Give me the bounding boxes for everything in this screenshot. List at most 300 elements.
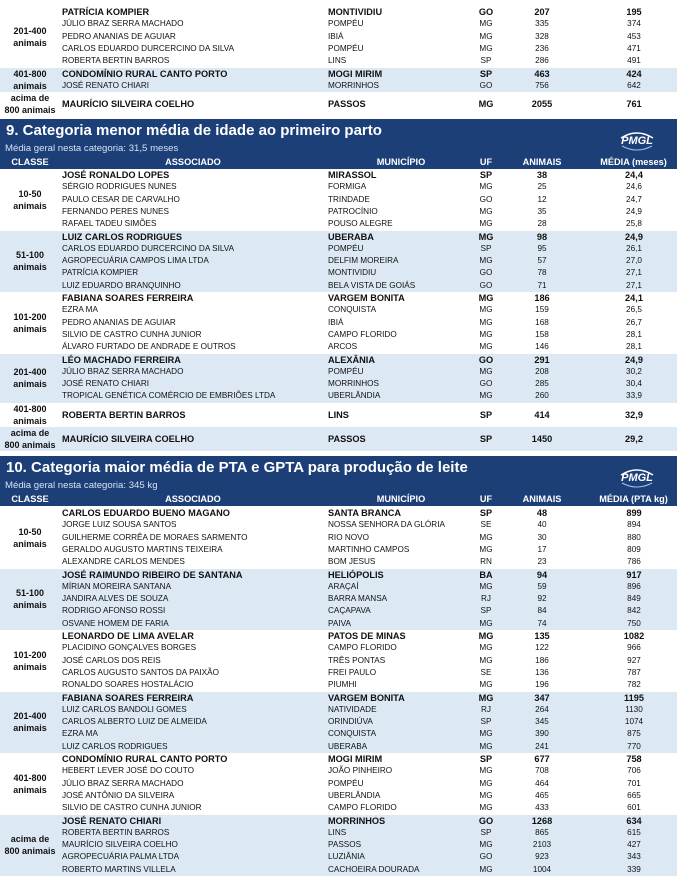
media-cell: 24,9: [625, 231, 643, 242]
animais-cell: 92: [537, 594, 547, 604]
associado-cell: PEDRO ANANIAS DE AGUIAR: [62, 317, 176, 327]
municipio-cell: VARGEM BONITA: [328, 293, 405, 303]
associado-cell: CARLOS ALBERTO LUIZ DE ALMEIDA: [62, 717, 207, 727]
table-row: [0, 409, 677, 421]
municipio-cell: UBERLÂNDIA: [328, 391, 381, 401]
table-row: [0, 802, 677, 814]
table-row: [0, 753, 677, 765]
animais-cell: 98: [536, 231, 548, 242]
table-row: [0, 31, 677, 43]
header-media: MÉDIA (meses): [600, 157, 667, 167]
table-row: [0, 181, 677, 193]
table-row: [0, 692, 677, 704]
associado-cell: CARLOS AUGUSTO SANTOS DA PAIXÃO: [62, 667, 219, 677]
municipio-cell: PASSOS: [328, 840, 362, 850]
associado-cell: JOSÉ RONALDO LOPES: [62, 170, 170, 180]
municipio-cell: TRÊS PONTAS: [328, 655, 386, 665]
municipio-cell: PIUMHI: [328, 680, 357, 690]
class-label: acima de 800 animais: [4, 834, 56, 857]
animais-cell: 241: [535, 741, 549, 751]
header-associado: ASSOCIADO: [165, 157, 221, 167]
associado-cell: TROPICAL GENÉTICA COMÉRCIO DE EMBRIÕES LTDA: [62, 391, 276, 401]
pmgl-logo-icon: [619, 130, 655, 152]
animais-cell: 433: [535, 803, 549, 813]
media-cell: 27,0: [626, 256, 642, 266]
animais-cell: 291: [534, 354, 550, 365]
municipio-cell: POUSO ALEGRE: [328, 219, 393, 229]
table-row: [0, 593, 677, 605]
animais-cell: 59: [537, 581, 547, 591]
table-row: [0, 667, 677, 679]
uf-cell: GO: [479, 194, 493, 204]
associado-cell: PLACIDINO GONÇALVES BORGES: [62, 643, 197, 653]
media-cell: 33,9: [626, 391, 642, 401]
municipio-cell: POMPÉU: [328, 243, 364, 253]
header-classe: CLASSE: [11, 157, 49, 167]
pmgl-logo-text: PMGL: [621, 472, 653, 484]
media-cell: 615: [627, 827, 641, 837]
animais-cell: 12: [537, 194, 547, 204]
animais-cell: 207: [534, 7, 550, 17]
table-row: [0, 815, 677, 827]
table-row: [0, 317, 677, 329]
table-row: [0, 280, 677, 292]
table-row: [0, 98, 677, 110]
animais-cell: 236: [535, 43, 549, 53]
table-row: [0, 231, 677, 243]
associado-cell: ROBERTA BERTIN BARROS: [62, 56, 170, 66]
media-cell: 701: [627, 778, 641, 788]
table-row: [0, 55, 677, 67]
media-cell: 32,9: [625, 409, 643, 420]
table-row: [0, 6, 677, 18]
animais-cell: 865: [535, 827, 549, 837]
uf-cell: MG: [479, 329, 493, 339]
municipio-cell: POMPÉU: [328, 778, 364, 788]
municipio-cell: MARTINHO CAMPOS: [328, 544, 410, 554]
associado-cell: FABIANA SOARES FERREIRA: [62, 692, 194, 703]
associado-cell: PAULO CESAR DE CARVALHO: [62, 194, 180, 204]
table-row: [0, 255, 677, 267]
animais-cell: 135: [534, 631, 550, 641]
media-cell: 750: [627, 618, 641, 628]
uf-cell: MG: [479, 305, 493, 315]
media-cell: 28,1: [626, 329, 642, 339]
associado-cell: HEBERT LEVER JOSÉ DO COUTO: [62, 766, 194, 776]
municipio-cell: HELIÓPOLIS: [328, 569, 384, 580]
media-cell: 1082: [623, 631, 645, 641]
municipio-cell: JOÃO PINHEIRO: [328, 766, 393, 776]
animais-cell: 95: [537, 243, 547, 253]
uf-cell: MG: [479, 342, 493, 352]
media-cell: 787: [627, 667, 641, 677]
section-10-average: Média geral nesta categoria: 345 kg: [0, 479, 677, 492]
table-row: [0, 679, 677, 691]
uf-cell: SP: [480, 606, 492, 616]
media-cell: 927: [627, 655, 641, 665]
municipio-cell: CAMPO FLORIDO: [328, 329, 397, 339]
municipio-cell: UBERLÂNDIA: [328, 790, 381, 800]
uf-cell: BA: [479, 569, 493, 580]
animais-cell: 48: [536, 508, 548, 518]
associado-cell: SILVIO DE CASTRO CUNHA JUNIOR: [62, 803, 202, 813]
uf-cell: GO: [479, 80, 493, 90]
media-cell: 453: [627, 31, 641, 41]
associado-cell: CARLOS EDUARDO DURCERCINO DA SILVA: [62, 43, 235, 53]
uf-cell: MG: [479, 43, 493, 53]
associado-cell: AGROPECUÁRIA CAMPOS LIMA LTDA: [62, 256, 209, 266]
media-cell: 24,7: [626, 194, 642, 204]
media-cell: 424: [626, 68, 642, 79]
table-row: [0, 556, 677, 568]
media-cell: 770: [627, 741, 641, 751]
animais-cell: 465: [535, 790, 549, 800]
animais-cell: 57: [537, 256, 547, 266]
municipio-cell: MORRINHOS: [328, 80, 379, 90]
animais-cell: 390: [535, 729, 549, 739]
media-cell: 896: [627, 581, 641, 591]
municipio-cell: CONQUISTA: [328, 305, 377, 315]
municipio-cell: CACHOEIRA DOURADA: [328, 864, 420, 874]
associado-cell: JOSÉ RAIMUNDO RIBEIRO DE SANTANA: [62, 569, 243, 580]
header-municipio: MUNICÍPIO: [376, 157, 426, 167]
media-cell: 25,8: [626, 219, 642, 229]
associado-cell: PEDRO ANANIAS DE AGUIAR: [62, 31, 176, 41]
media-cell: 642: [627, 80, 641, 90]
associado-cell: FERNANDO PERES NUNES: [62, 206, 169, 216]
municipio-cell: CAÇAPAVA: [328, 606, 371, 616]
associado-cell: LUIZ CARLOS BANDOLI GOMES: [62, 704, 187, 714]
animais-cell: 464: [535, 778, 549, 788]
uf-cell: SP: [480, 56, 492, 66]
animais-cell: 1004: [532, 864, 552, 874]
uf-cell: MG: [478, 98, 494, 109]
table-row: [0, 390, 677, 402]
uf-cell: SP: [479, 754, 493, 764]
animais-cell: 2055: [531, 98, 553, 109]
uf-cell: RJ: [480, 704, 491, 714]
media-cell: 1130: [625, 704, 643, 714]
media-cell: 195: [626, 7, 642, 17]
municipio-cell: PAIVA: [328, 618, 351, 628]
uf-cell: SP: [479, 68, 493, 79]
uf-cell: MG: [478, 692, 494, 703]
pmgl-logo-text: PMGL: [621, 135, 653, 147]
media-cell: 1074: [624, 717, 644, 727]
table-row: [0, 581, 677, 593]
media-cell: 665: [627, 790, 641, 800]
media-cell: 339: [627, 864, 641, 874]
header-classe: CLASSE: [11, 494, 49, 504]
media-cell: 26,5: [626, 305, 642, 315]
table-row: [0, 704, 677, 716]
media-cell: 374: [627, 19, 641, 29]
uf-cell: SP: [480, 243, 492, 253]
uf-cell: MG: [479, 182, 493, 192]
municipio-cell: MORRINHOS: [328, 815, 386, 826]
municipio-cell: ARCOS: [328, 342, 358, 352]
municipio-cell: BARRA MANSA: [328, 594, 388, 604]
uf-cell: MG: [479, 618, 493, 628]
uf-cell: MG: [479, 366, 493, 376]
media-cell: 27,1: [626, 280, 642, 290]
associado-cell: ROBERTA BERTIN BARROS: [62, 827, 170, 837]
animais-cell: 756: [535, 80, 549, 90]
animais-cell: 923: [535, 852, 549, 862]
uf-cell: MG: [479, 655, 493, 665]
animais-cell: 677: [534, 754, 550, 764]
media-cell: 706: [627, 766, 641, 776]
table-row: [0, 630, 677, 642]
table-row: [0, 206, 677, 218]
municipio-cell: NATIVIDADE: [328, 704, 377, 714]
section-9-column-headers: [0, 155, 677, 169]
associado-cell: JOSÉ RENATO CHIARI: [62, 379, 150, 389]
table-row: [0, 304, 677, 316]
uf-cell: MG: [479, 19, 493, 29]
animais-cell: 1268: [531, 815, 553, 826]
associado-cell: AGROPECUÁRIA PALMA LTDA: [62, 852, 180, 862]
animais-cell: 74: [537, 618, 547, 628]
table-row: [0, 778, 677, 790]
media-cell: 917: [626, 569, 642, 580]
animais-cell: 1450: [531, 433, 553, 444]
media-cell: 634: [626, 815, 642, 826]
uf-cell: MG: [479, 643, 493, 653]
media-cell: 899: [626, 508, 642, 518]
municipio-cell: BOM JESUS: [328, 557, 376, 567]
associado-cell: ROBERTA BERTIN BARROS: [62, 409, 186, 420]
municipio-cell: TRINDADE: [328, 194, 370, 204]
associado-cell: EZRA MA: [62, 729, 98, 739]
animais-cell: 196: [535, 680, 549, 690]
uf-cell: MG: [479, 206, 493, 216]
uf-cell: SP: [479, 508, 493, 518]
animais-cell: 23: [537, 557, 547, 567]
table-row: [0, 68, 677, 80]
media-cell: 27,1: [626, 268, 642, 278]
animais-cell: 17: [537, 544, 547, 554]
animais-cell: 328: [535, 31, 549, 41]
associado-cell: RONALDO SOARES HOSTALÁCIO: [62, 680, 194, 690]
class-label: 10-50 animais: [13, 526, 47, 549]
associado-cell: LUIZ EDUARDO BRANQUINHO: [62, 280, 181, 290]
uf-cell: SP: [479, 409, 493, 420]
header-media: MÉDIA (PTA kg): [599, 494, 668, 504]
animais-cell: 285: [535, 379, 549, 389]
class-label: 201-400 animais: [13, 711, 47, 734]
animais-cell: 347: [534, 692, 550, 703]
header-uf: UF: [479, 494, 493, 504]
animais-cell: 38: [536, 170, 548, 180]
header-animais: ANIMAIS: [522, 157, 562, 167]
associado-cell: JÚLIO BRAZ SERRA MACHADO: [62, 366, 184, 376]
uf-cell: MG: [479, 532, 493, 542]
uf-cell: GO: [479, 852, 493, 862]
table-row: [0, 618, 677, 630]
table-row: [0, 292, 677, 304]
animais-cell: 40: [537, 520, 547, 530]
associado-cell: MAURÍCIO SILVEIRA COELHO: [62, 840, 178, 850]
municipio-cell: PASSOS: [328, 433, 366, 444]
animais-cell: 414: [534, 409, 550, 420]
media-cell: 1195: [624, 692, 644, 703]
municipio-cell: IBIÁ: [328, 317, 344, 327]
associado-cell: JÚLIO BRAZ SERRA MACHADO: [62, 778, 184, 788]
media-cell: 26,1: [626, 243, 642, 253]
media-cell: 786: [627, 557, 641, 567]
uf-cell: MG: [478, 293, 494, 303]
associado-cell: RODRIGO AFONSO ROSSI: [62, 606, 166, 616]
class-label: 101-200 animais: [13, 311, 47, 334]
uf-cell: MG: [479, 864, 493, 874]
municipio-cell: CONQUISTA: [328, 729, 377, 739]
uf-cell: MG: [479, 544, 493, 554]
associado-cell: SILVIO DE CASTRO CUNHA JUNIOR: [62, 329, 202, 339]
associado-cell: JANDIRA ALVES DE SOUZA: [62, 594, 169, 604]
associado-cell: SÉRGIO RODRIGUES NUNES: [62, 182, 177, 192]
pmgl-logo-icon: [619, 467, 655, 489]
table-row: [0, 366, 677, 378]
media-cell: 758: [626, 754, 642, 764]
class-label: acima de 800 animais: [4, 93, 56, 116]
animais-cell: 25: [537, 182, 547, 192]
associado-cell: EZRA MA: [62, 305, 98, 315]
header-uf: UF: [479, 157, 493, 167]
municipio-cell: LINS: [328, 56, 347, 66]
media-cell: 782: [627, 680, 641, 690]
animais-cell: 260: [535, 391, 549, 401]
municipio-cell: ARAÇAÍ: [328, 581, 359, 591]
uf-cell: MG: [478, 631, 494, 641]
media-cell: 966: [627, 643, 641, 653]
associado-cell: LUIZ CARLOS RODRIGUES: [62, 231, 182, 242]
associado-cell: MAURÍCIO SILVEIRA COELHO: [62, 433, 195, 444]
class-label: 401-800 animais: [13, 68, 47, 91]
table-row: [0, 519, 677, 531]
uf-cell: SE: [480, 667, 492, 677]
associado-cell: CONDOMÍNIO RURAL CANTO PORTO: [62, 68, 228, 79]
table-row: [0, 642, 677, 654]
associado-cell: JOSÉ RENATO CHIARI: [62, 80, 150, 90]
associado-cell: JORGE LUIZ SOUSA SANTOS: [62, 520, 177, 530]
animais-cell: 84: [537, 606, 547, 616]
table-row: [0, 267, 677, 279]
table-row: [0, 507, 677, 519]
associado-cell: JOSÉ CARLOS DOS REIS: [62, 655, 161, 665]
table-row: [0, 839, 677, 851]
table-row: [0, 18, 677, 30]
class-label: acima de 800 animais: [4, 427, 56, 450]
uf-cell: MG: [479, 581, 493, 591]
uf-cell: MG: [479, 778, 493, 788]
animais-cell: 168: [535, 317, 549, 327]
uf-cell: MG: [479, 219, 493, 229]
media-cell: 30,4: [626, 379, 642, 389]
municipio-cell: MONTIVIDIU: [328, 268, 377, 278]
associado-cell: LEONARDO DE LIMA AVELAR: [62, 631, 194, 641]
animais-cell: 2103: [532, 840, 552, 850]
uf-cell: SP: [479, 170, 493, 180]
animais-cell: 71: [537, 280, 547, 290]
class-label: 101-200 animais: [13, 649, 47, 672]
animais-cell: 28: [537, 219, 547, 229]
uf-cell: MG: [479, 766, 493, 776]
uf-cell: GO: [479, 379, 493, 389]
media-cell: 849: [627, 594, 641, 604]
uf-cell: GO: [478, 815, 494, 826]
associado-cell: JÚLIO BRAZ SERRA MACHADO: [62, 19, 184, 29]
animais-cell: 463: [534, 68, 550, 79]
animais-cell: 264: [535, 704, 549, 714]
municipio-cell: POMPÉU: [328, 19, 364, 29]
municipio-cell: MORRINHOS: [328, 379, 379, 389]
table-row: [0, 728, 677, 740]
media-cell: 24,9: [626, 206, 642, 216]
section-10-title: 10. Categoria maior média de PTA e GPTA para produção de leite: [0, 456, 677, 480]
media-cell: 24,4: [625, 170, 643, 180]
associado-cell: JOSÉ ANTÔNIO DA SILVEIRA: [62, 790, 175, 800]
municipio-cell: PASSOS: [328, 98, 366, 109]
uf-cell: SE: [480, 520, 492, 530]
municipio-cell: RIO NOVO: [328, 532, 369, 542]
uf-cell: GO: [479, 268, 493, 278]
table-row: [0, 741, 677, 753]
section-10-column-headers: [0, 492, 677, 506]
animais-cell: 78: [537, 268, 547, 278]
municipio-cell: ORINDIÚVA: [328, 717, 373, 727]
associado-cell: PATRÍCIA KOMPIER: [62, 268, 139, 278]
table-row: [0, 605, 677, 617]
class-label: 401-800 animais: [13, 772, 47, 795]
animais-cell: 122: [535, 643, 549, 653]
municipio-cell: MOGI MIRIM: [328, 68, 383, 79]
uf-cell: MG: [479, 256, 493, 266]
uf-cell: MG: [479, 317, 493, 327]
municipio-cell: MIRASSOL: [328, 170, 377, 180]
associado-cell: FABIANA SOARES FERREIRA: [62, 293, 194, 303]
media-cell: 427: [627, 840, 641, 850]
table-row: [0, 790, 677, 802]
associado-cell: PATRÍCIA KOMPIER: [62, 7, 150, 17]
table-row: [0, 851, 677, 863]
municipio-cell: VARGEM BONITA: [328, 692, 405, 703]
animais-cell: 208: [535, 366, 549, 376]
media-cell: 894: [627, 520, 641, 530]
table-row: [0, 329, 677, 341]
associado-cell: MAURÍCIO SILVEIRA COELHO: [62, 98, 195, 109]
uf-cell: SP: [480, 827, 492, 837]
table-row: [0, 243, 677, 255]
media-cell: 24,1: [625, 293, 643, 303]
municipio-cell: FORMIGA: [328, 182, 367, 192]
table-row: [0, 80, 677, 92]
header-animais: ANIMAIS: [522, 494, 562, 504]
municipio-cell: SANTA BRANCA: [328, 508, 401, 518]
animais-cell: 136: [535, 667, 549, 677]
media-cell: 30,2: [626, 366, 642, 376]
uf-cell: GO: [478, 7, 494, 17]
class-label: 401-800 animais: [13, 403, 47, 426]
animais-cell: 186: [535, 655, 549, 665]
uf-cell: SP: [479, 433, 493, 444]
uf-cell: MG: [479, 391, 493, 401]
table-row: [0, 341, 677, 353]
table-row: [0, 194, 677, 206]
municipio-cell: POMPÉU: [328, 366, 364, 376]
media-cell: 26,7: [626, 317, 642, 327]
media-cell: 809: [627, 544, 641, 554]
